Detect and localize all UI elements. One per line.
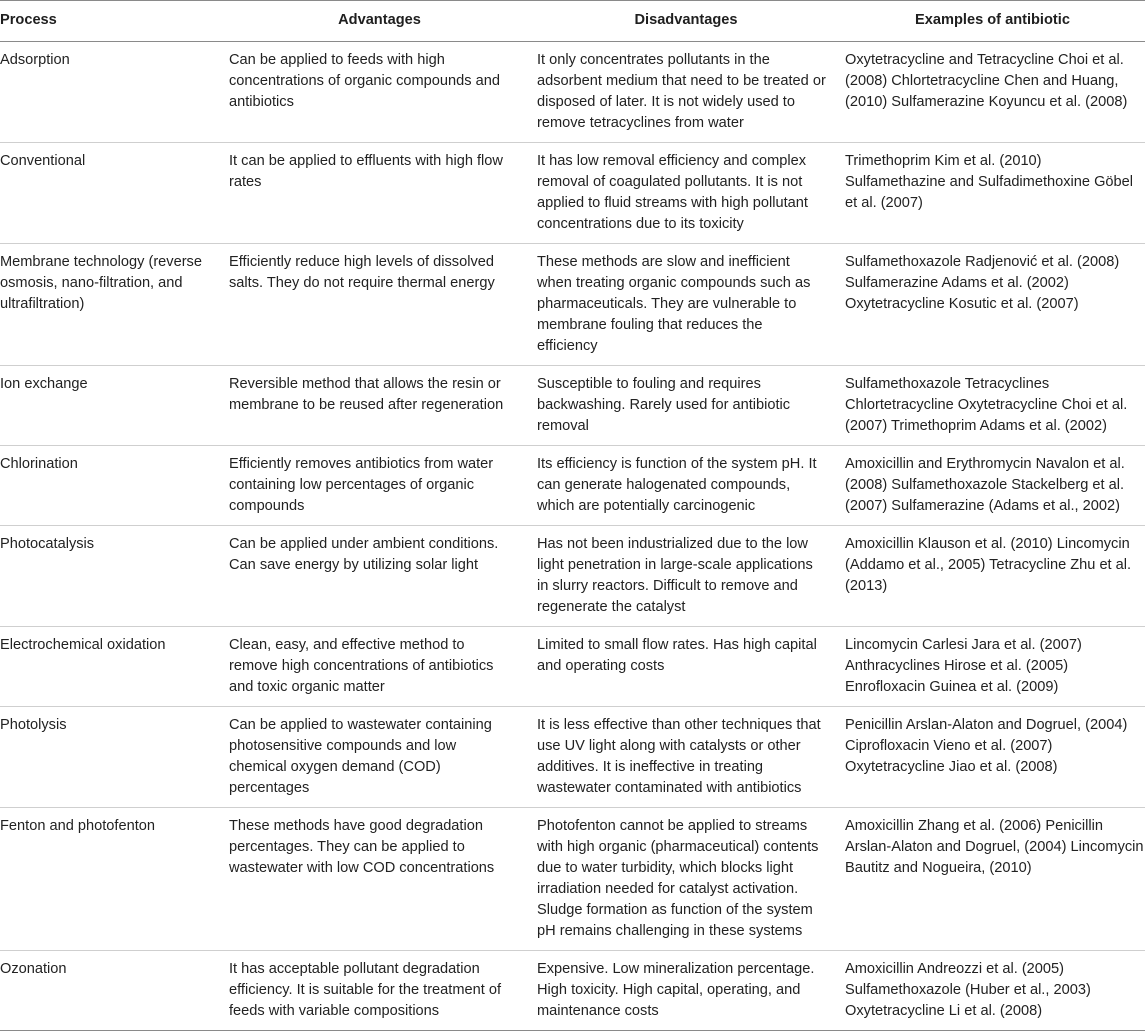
table-body: [0, 42, 1145, 1031]
header-examples: Examples of antibiotic: [840, 1, 1145, 42]
examples-cell: Sulfamethoxazole Radjenović et al. (2008) Sulfamerazine Adams et al. (2002) Oxytetracycline Kosutic et al. (2007): [840, 244, 1145, 366]
process-cell: Photocatalysis: [0, 526, 227, 627]
process-cell: Conventional: [0, 143, 227, 244]
process-cell: Photolysis: [0, 707, 227, 808]
process-cell: Ion exchange: [0, 366, 227, 446]
table-header: [0, 1, 1145, 42]
table-row: [0, 143, 1145, 244]
advantages-cell: Efficiently reduce high levels of dissolved salts. They do not require thermal energy: [227, 244, 532, 366]
disadvantages-cell: Its efficiency is function of the system pH. It can generate halogenated compounds, which are potentially carcinogenic: [532, 446, 840, 526]
header-process: Process: [0, 1, 227, 42]
examples-cell: Amoxicillin and Erythromycin Navalon et al. (2008) Sulfamethoxazole Stackelberg et al. (2007) Sulfamerazine (Adams et al., 2002): [840, 446, 1145, 526]
advantages-cell: It has acceptable pollutant degradation efficiency. It is suitable for the treatment of feeds with variable compositions: [227, 951, 532, 1031]
table-row: [0, 627, 1145, 707]
disadvantages-cell: Limited to small flow rates. Has high capital and operating costs: [532, 627, 840, 707]
advantages-cell: Can be applied to wastewater containing photosensitive compounds and low chemical oxygen demand (COD) percentages: [227, 707, 532, 808]
examples-cell: Amoxicillin Klauson et al. (2010) Lincomycin (Addamo et al., 2005) Tetracycline Zhu et al. (2013): [840, 526, 1145, 627]
advantages-cell: Can be applied to feeds with high concentrations of organic compounds and antibiotics: [227, 42, 532, 143]
disadvantages-cell: These methods are slow and inefficient when treating organic compounds such as pharmaceuticals. They are vulnerable to membrane fouling that reduces the efficiency: [532, 244, 840, 366]
advantages-cell: Reversible method that allows the resin or membrane to be reused after regeneration: [227, 366, 532, 446]
header-disadvantages: Disadvantages: [532, 1, 840, 42]
process-cell: Chlorination: [0, 446, 227, 526]
table-row: [0, 42, 1145, 143]
table-row: [0, 446, 1145, 526]
header-row: [0, 1, 1145, 42]
advantages-cell: Clean, easy, and effective method to remove high concentrations of antibiotics and toxic organic matter: [227, 627, 532, 707]
advantages-cell: Efficiently removes antibiotics from water containing low percentages of organic compounds: [227, 446, 532, 526]
examples-cell: Lincomycin Carlesi Jara et al. (2007) Anthracyclines Hirose et al. (2005) Enrofloxacin Guinea et al. (2009): [840, 627, 1145, 707]
examples-cell: Trimethoprim Kim et al. (2010) Sulfamethazine and Sulfadimethoxine Göbel et al. (2007): [840, 143, 1145, 244]
table-row: [0, 366, 1145, 446]
advantages-cell: Can be applied under ambient conditions. Can save energy by utilizing solar light: [227, 526, 532, 627]
disadvantages-cell: Susceptible to fouling and requires backwashing. Rarely used for antibiotic removal: [532, 366, 840, 446]
process-cell: Electrochemical oxidation: [0, 627, 227, 707]
advantages-cell: It can be applied to effluents with high flow rates: [227, 143, 532, 244]
header-advantages: Advantages: [227, 1, 532, 42]
examples-cell: Amoxicillin Andreozzi et al. (2005) Sulfamethoxazole (Huber et al., 2003) Oxytetracycline Li et al. (2008): [840, 951, 1145, 1031]
table-row: [0, 244, 1145, 366]
process-cell: Membrane technology (reverse osmosis, nano-filtration, and ultrafiltration): [0, 244, 227, 366]
process-cell: Ozonation: [0, 951, 227, 1031]
table-row: [0, 707, 1145, 808]
examples-cell: Amoxicillin Zhang et al. (2006) Penicillin Arslan-Alaton and Dogruel, (2004) Lincomycin Bautitz and Nogueira, (2010): [840, 808, 1145, 951]
disadvantages-cell: Expensive. Low mineralization percentage. High toxicity. High capital, operating, and maintenance costs: [532, 951, 840, 1031]
table-row: [0, 951, 1145, 1031]
examples-cell: Oxytetracycline and Tetracycline Choi et al. (2008) Chlortetracycline Chen and Huang, (2010) Sulfamerazine Koyuncu et al. (2008): [840, 42, 1145, 143]
table-row: [0, 526, 1145, 627]
table-row: [0, 808, 1145, 951]
disadvantages-cell: It is less effective than other techniques that use UV light along with catalysts or other additives. It is ineffective in treating wastewater contaminated with antibiotics: [532, 707, 840, 808]
disadvantages-cell: It only concentrates pollutants in the adsorbent medium that need to be treated or disposed of later. It is not widely used to remove tetracyclines from water: [532, 42, 840, 143]
disadvantages-cell: Photofenton cannot be applied to streams with high organic (pharmaceutical) contents due to water turbidity, which blocks light irradiation needed for catalyst activation. Sludge formation as function of the system pH remains challenging in these systems: [532, 808, 840, 951]
process-cell: Adsorption: [0, 42, 227, 143]
advantages-cell: These methods have good degradation percentages. They can be applied to wastewater with low COD concentrations: [227, 808, 532, 951]
disadvantages-cell: Has not been industrialized due to the low light penetration in large-scale applications in slurry reactors. Difficult to remove and regenerate the catalyst: [532, 526, 840, 627]
examples-cell: Sulfamethoxazole Tetracyclines Chlortetracycline Oxytetracycline Choi et al. (2007) Trimethoprim Adams et al. (2002): [840, 366, 1145, 446]
process-cell: Fenton and photofenton: [0, 808, 227, 951]
examples-cell: Penicillin Arslan-Alaton and Dogruel, (2004) Ciprofloxacin Vieno et al. (2007) Oxytetracycline Jiao et al. (2008): [840, 707, 1145, 808]
disadvantages-cell: It has low removal efficiency and complex removal of coagulated pollutants. It is not applied to fluid streams with high pollutant concentrations due to its toxicity: [532, 143, 840, 244]
